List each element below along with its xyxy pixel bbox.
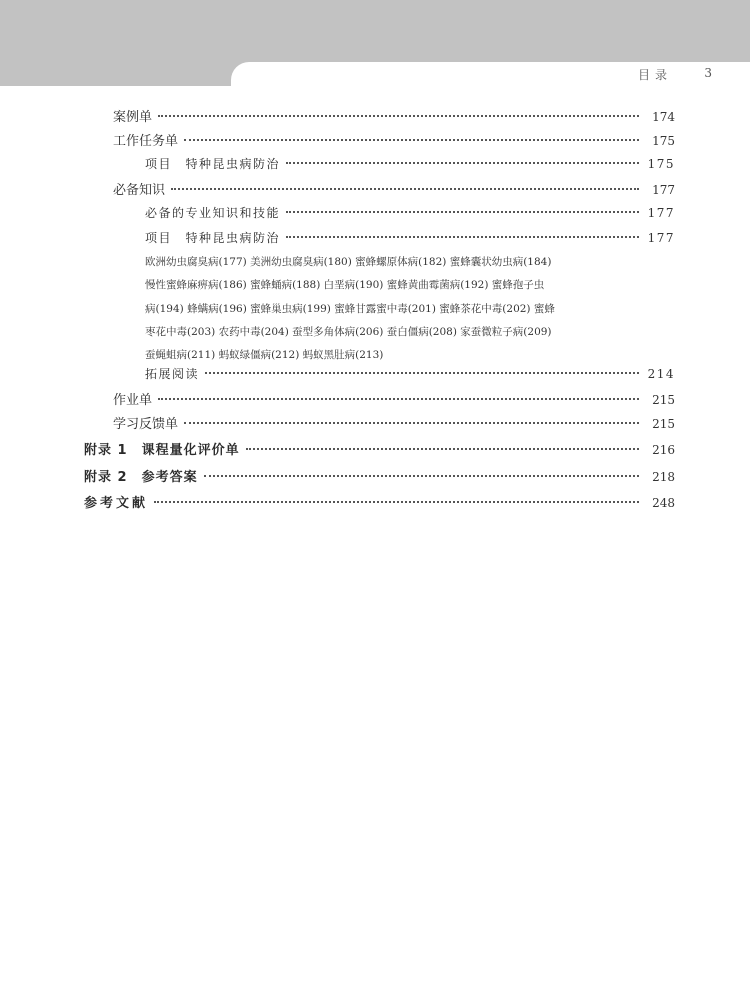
toc-entry-label: 项目 特种昆虫病防治 <box>145 231 281 245</box>
toc-entry-extended-reading[interactable] <box>0 365 750 385</box>
toc-page-number: 175 <box>652 134 675 148</box>
dot-leader <box>246 448 639 450</box>
dot-leader <box>154 501 639 503</box>
toc-page-number: 215 <box>652 393 675 407</box>
toc-page-number: 174 <box>652 110 675 124</box>
toc-entry-task-sheet[interactable] <box>0 130 750 150</box>
toc-entry-feedback-sheet[interactable] <box>0 413 750 433</box>
toc-page-number: 215 <box>652 417 675 431</box>
dot-leader <box>286 162 639 164</box>
toc-entry-professional-skills[interactable] <box>0 204 750 224</box>
dot-leader <box>286 211 639 213</box>
dot-leader <box>184 422 639 424</box>
topic-list-line: 枣花中毒(203) 农药中毒(204) 蚕型多角体病(206) 蚕白僵病(208) 家蚕微粒子病(209) <box>145 325 552 338</box>
dot-leader <box>204 475 639 477</box>
toc-page-number: 248 <box>652 496 675 510</box>
toc-entry-appendix-2[interactable] <box>0 466 750 486</box>
toc-page-number: 218 <box>652 470 675 484</box>
toc-entry-label: 学习反馈单 <box>113 417 179 432</box>
toc-page-number: 214 <box>647 367 675 381</box>
toc-entry-label: 工作任务单 <box>113 134 179 149</box>
dot-leader <box>158 115 639 117</box>
header-tab <box>231 62 750 86</box>
toc-entry-references[interactable] <box>0 492 750 512</box>
toc-entry-project[interactable] <box>0 229 750 249</box>
toc-entry-case-sheet[interactable] <box>0 106 750 126</box>
toc-page-number: 175 <box>647 157 675 171</box>
dot-leader <box>184 139 639 141</box>
topic-list-line: 慢性蜜蜂麻痹病(186) 蜜蜂蛹病(188) 白垩病(190) 蜜蜂黄曲霉菌病(192) 蜜蜂孢子虫 <box>145 279 545 292</box>
toc-entry-label: 案例单 <box>113 110 153 125</box>
dot-leader <box>158 398 639 400</box>
toc-page-number: 177 <box>647 231 675 245</box>
toc-entry-label: 拓展阅读 <box>145 367 200 381</box>
toc-entry-label: 项目 特种昆虫病防治 <box>145 157 281 171</box>
toc-page-number: 177 <box>647 206 675 220</box>
toc-entry-label: 必备的专业知识和技能 <box>145 206 281 220</box>
running-header-title: 目录 <box>637 68 672 82</box>
topic-list <box>145 251 625 367</box>
dot-leader <box>286 236 639 238</box>
dot-leader <box>171 188 639 190</box>
toc-entry-label: 必备知识 <box>113 183 166 198</box>
toc-entry-label: 作业单 <box>113 393 153 408</box>
topic-list-line: 欧洲幼虫腐臭病(177) 美洲幼虫腐臭病(180) 蜜蜂螺原体病(182) 蜜蜂囊状幼虫病(184) <box>145 256 552 268</box>
toc-entry-label: 附录 1 课程量化评价单 <box>84 443 240 458</box>
toc-entry-label: 附录 2 参考答案 <box>84 470 198 485</box>
dot-leader <box>205 372 639 374</box>
topic-list-line: 蚕蝇蛆病(211) 蚂蚁绿僵病(212) 蚂蚁黑肚病(213) <box>145 349 384 362</box>
toc-entry-homework-sheet[interactable] <box>0 389 750 409</box>
toc-page-number: 177 <box>652 183 675 197</box>
topic-list-line: 病(194) 蜂螨病(196) 蜜蜂巢虫病(199) 蜜蜂甘露蜜中毒(201) 蜜蜂茶花中毒(202) 蜜蜂 <box>145 302 555 315</box>
toc-entry-appendix-1[interactable] <box>0 439 750 459</box>
running-header-page-number: 3 <box>704 66 712 80</box>
toc-page-number: 216 <box>652 443 675 457</box>
toc-entry-project[interactable] <box>0 155 750 175</box>
toc-entry-label: 参考文献 <box>84 496 149 511</box>
toc-entry-essential-knowledge[interactable] <box>0 179 750 199</box>
